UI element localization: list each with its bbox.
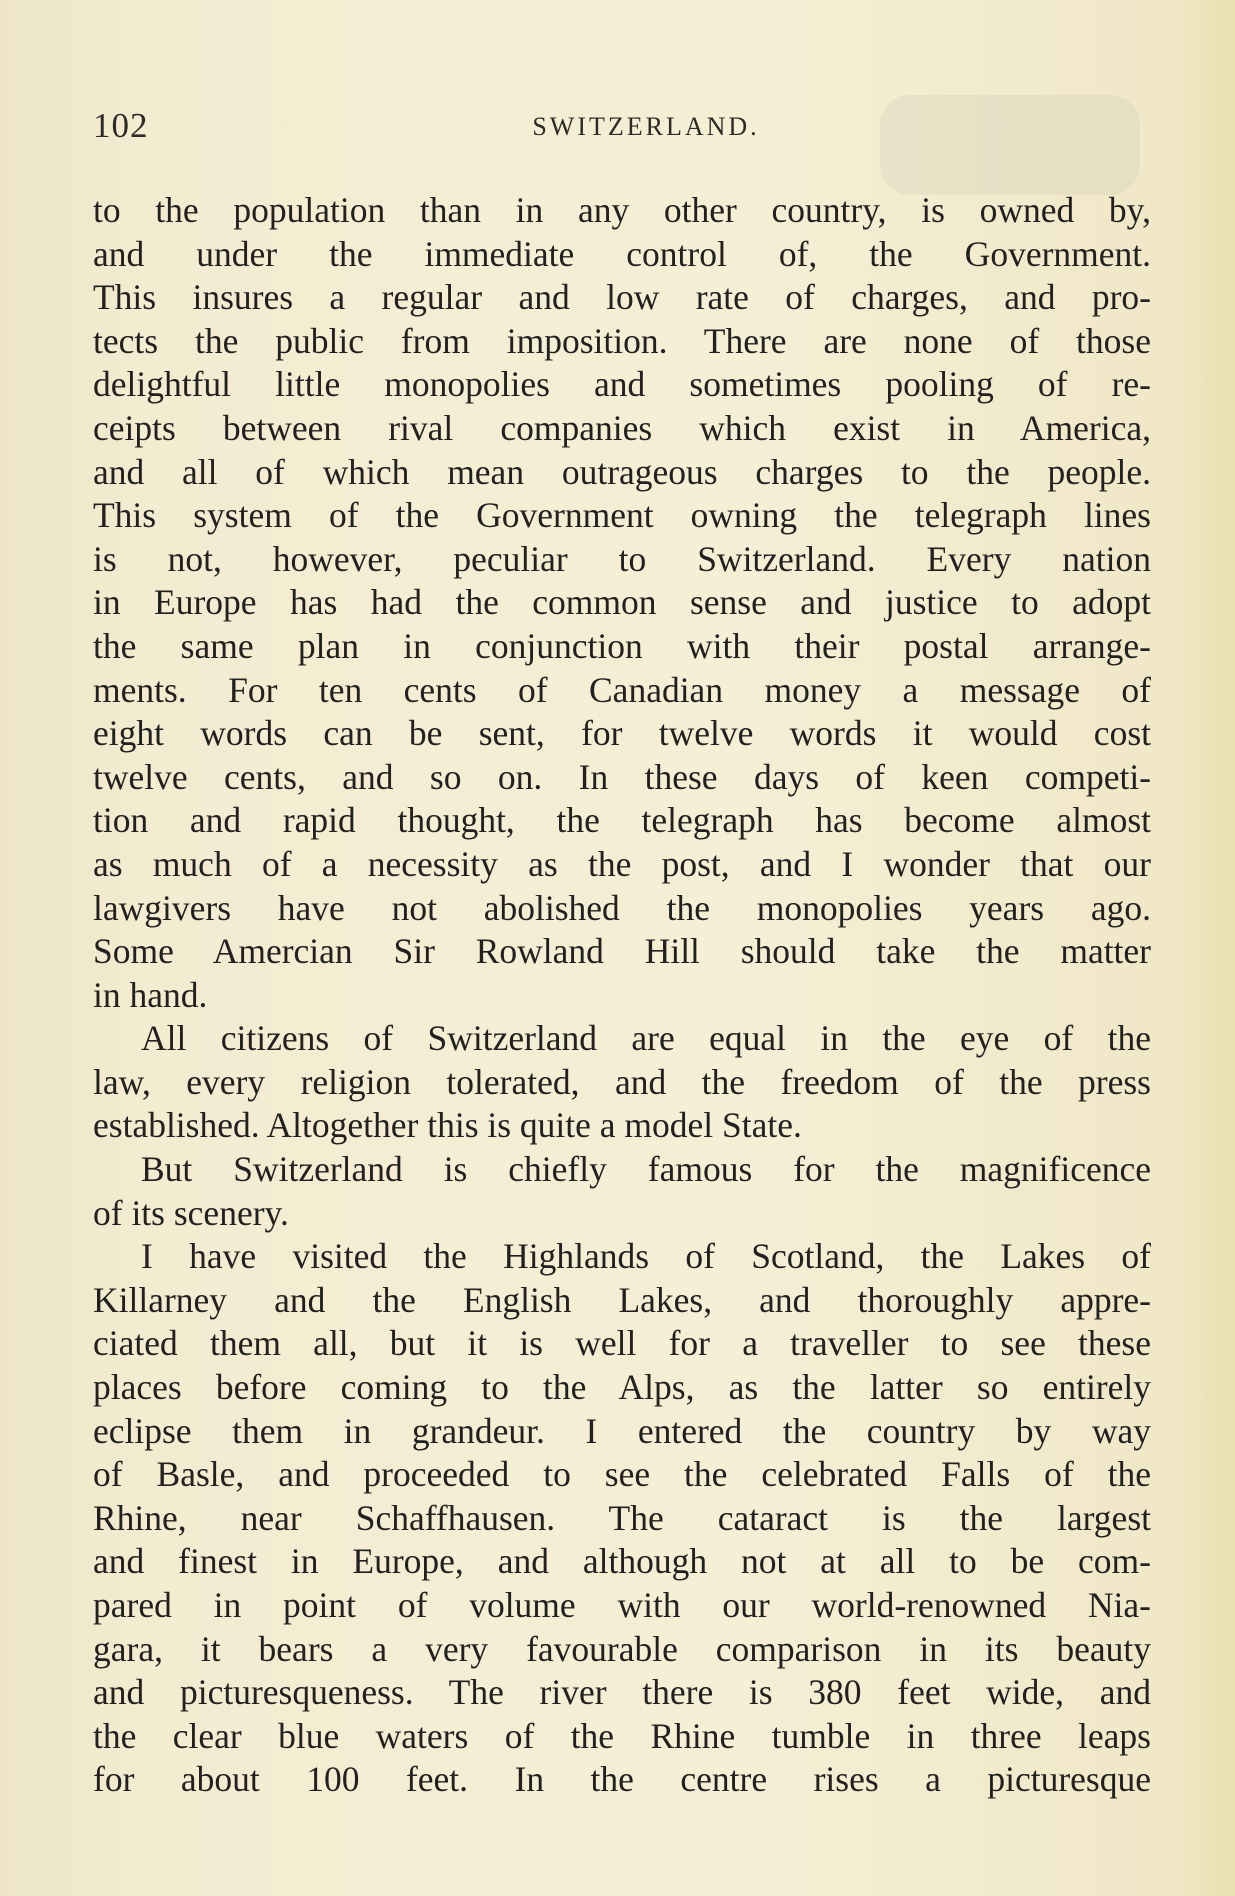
text-line: I have visited the Highlands of Scotland, the Lakes of — [141, 1236, 1151, 1277]
text-line: lawgivers have not abolished the monopolies years ago. — [93, 887, 1151, 928]
text-line: places before coming to the Alps, as the latter so entirely — [93, 1367, 1151, 1408]
page-edge-shade — [1175, 0, 1235, 1896]
text-line: tects the public from imposition. There are none of those — [93, 320, 1151, 361]
text-line: in hand. — [93, 974, 208, 1015]
text-line: ciated them all, but it is well for a traveller to see these — [93, 1323, 1151, 1364]
text-line: ments. For ten cents of Canadian money a message of — [93, 669, 1151, 710]
text-line: law, every religion tolerated, and the freedom of the press — [93, 1061, 1151, 1102]
running-title: SWITZERLAND. — [532, 112, 760, 141]
text-line: for about 100 feet. In the centre rises a picturesque — [93, 1759, 1151, 1800]
text-line: gara, it bears a very favourable comparison in its beauty — [93, 1628, 1151, 1669]
text-line: in Europe has had the common sense and justice to adopt — [93, 582, 1151, 623]
text-line: twelve cents, and so on. In these days of keen competi- — [93, 756, 1151, 797]
text-line: eclipse them in grandeur. I entered the country by way — [93, 1410, 1151, 1451]
text-line: All citizens of Switzerland are equal in the eye of the — [141, 1018, 1151, 1059]
body-text — [93, 189, 1151, 1802]
text-line: This system of the Government owning the telegraph lines — [93, 495, 1151, 536]
text-line: ceipts between rival companies which exist in America, — [93, 407, 1151, 448]
text-line: But Switzerland is chiefly famous for the magnificence — [141, 1149, 1151, 1190]
text-line: pared in point of volume with our world-renowned Nia- — [93, 1585, 1151, 1625]
text-line: established. Altogether this is quite a model State. — [93, 1105, 802, 1146]
text-line: tion and rapid thought, the telegraph has become almost — [93, 800, 1151, 841]
text-line: and finest in Europe, and although not at all to be com- — [93, 1541, 1151, 1582]
page-number: 102 — [93, 106, 149, 145]
text-line: Rhine, near Schaffhausen. The cataract is the largest — [93, 1497, 1151, 1538]
text-line: of Basle, and proceeded to see the celebrated Falls of the — [93, 1454, 1151, 1495]
text-line: This insures a regular and low rate of charges, and pro- — [93, 277, 1151, 318]
text-line: is not, however, peculiar to Switzerland. Every nation — [93, 538, 1151, 579]
text-line: and all of which mean outrageous charges to the people. — [93, 451, 1151, 492]
running-header — [93, 106, 1153, 156]
text-line: the clear blue waters of the Rhine tumble in three leaps — [93, 1715, 1151, 1756]
text-line: as much of a necessity as the post, and I wonder that our — [93, 843, 1151, 884]
text-line: eight words can be sent, for twelve words it would cost — [93, 713, 1151, 754]
text-line: the same plan in conjunction with their postal arrange- — [93, 625, 1151, 666]
text-line: and under the immediate control of, the Government. — [93, 233, 1151, 274]
text-line: delightful little monopolies and sometimes pooling of re- — [93, 364, 1151, 405]
text-line: of its scenery. — [93, 1192, 289, 1233]
text-line: Some Amercian Sir Rowland Hill should take the matter — [93, 931, 1151, 972]
text-line: to the population than in any other country, is owned by, — [93, 190, 1151, 230]
text-line: and picturesqueness. The river there is 380 feet wide, and — [93, 1672, 1151, 1713]
text-line: Killarney and the English Lakes, and thoroughly appre- — [93, 1279, 1151, 1320]
